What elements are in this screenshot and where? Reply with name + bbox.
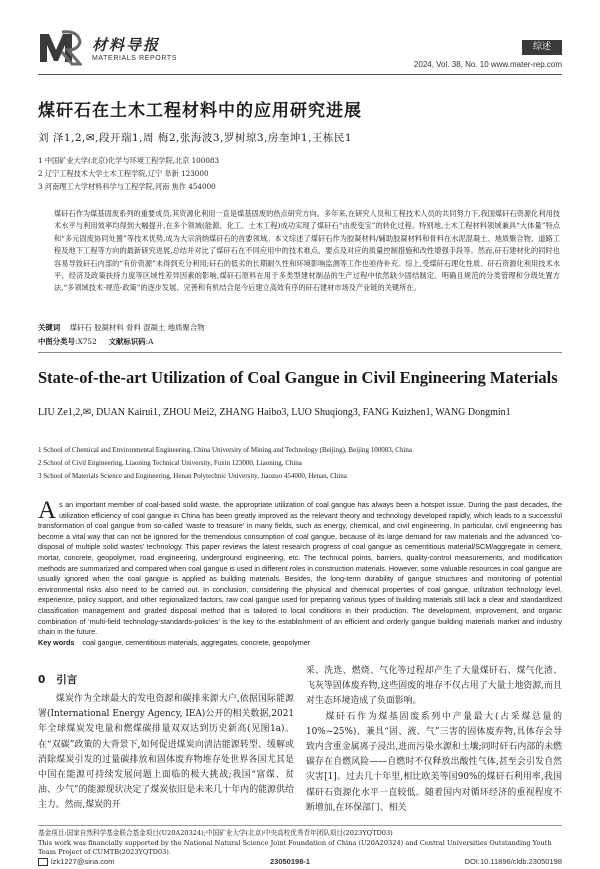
- authors-en: LIU Ze1,2,✉, DUAN Kairui1, ZHOU Mei2, ZHANG Haibo3, LUO Shuqiong3, FANG Kuizhen1, WANG Dongmin1: [38, 407, 511, 418]
- section-heading: 0 引言: [38, 674, 78, 686]
- abstract-cn: 煤矸石作为煤基固废系列的重要成员,其资源化利用一直是煤基固废的热点研究方向。多年来,在研究人员和工程技术人员的共同努力下,我国煤矸石资源化利用技术水平与利用效率均得到大幅提升,在多个领域(能源、化工、土木工程)成功实现了煤矸石“由废变宝”的转化过程。特别地,土木工程材料领域兼具“大体量”特点和“多元固废协同处置”等技术优势,成为大宗消纳煤矸石的首要领域。本文综述了煤矸石作为胶凝材料/辅助胶凝材料和骨料在水泥混凝土、地质聚合物、道路工程及地下工程等方向的最新研究进展,总结并对比了煤矸石在不同应用中的技术难点、要点及对应的质量控制措施和改性增强手段等。然而,矸石建材化的同时也容易导致矸石内部的“有价资源”未得到充分利用;矸石的低劣的长期耐久性和环境影响监测等工作也亟待补充。综上,受煤矸石理化性质、矸石资源化利用技术水平、经济及政策扶持力度等区域性差异因素的影响,煤矸石原料在用于多类型建材制品的生产过程中依然缺少固结制定、明确且规范的分类管理和分级处置方法,“多领域技术-规范-政策”的逐步发展、完善和有机结合是今后建立高效有序的矸石建材市场及产业链的关键所在。: [54, 209, 560, 293]
- section-rule: [38, 352, 562, 353]
- affiliation-cn-3: 3 河南理工大学材料科学与工程学院,河南 焦作 454000: [38, 182, 216, 191]
- affiliation-en-3: 3 School of Materials Science and Engineering, Henan Polytechnic University, Jiaozuo 454000, Henan, China: [38, 472, 347, 480]
- footnote-rule: [38, 825, 562, 826]
- header-rule: [38, 74, 562, 75]
- journal-name-cn: 材料导报: [92, 36, 161, 54]
- keywords-cn: [38, 322, 205, 333]
- footer-page-code: 23050198-1: [270, 857, 311, 866]
- envelope-icon: [38, 858, 48, 866]
- footnote: [38, 829, 562, 858]
- classification: 中图分类号:X752 文献标识码:A: [38, 337, 154, 346]
- authors-cn: 刘 泽1,2,✉,段开瑞1,周 梅2,张海波3,罗树琼3,房奎坤1,王栋民1: [38, 132, 353, 144]
- keywords-cn-label: 关键词: [38, 323, 61, 332]
- journal-name-en: MATERIALS REPORTS: [92, 55, 178, 62]
- keywords-en-label: Key words: [38, 638, 75, 647]
- abstract-en: [38, 497, 562, 638]
- body-column-right: [306, 664, 562, 816]
- keywords-en: [38, 638, 310, 647]
- footnote-en: This work was financially supported by the National Natural Science Joint Foundation of China (U20A20324) and Central Universities Outstanding Youth Team Project of CUMTB(2023YQTD03).: [38, 838, 552, 856]
- affiliation-cn-1: 1 中国矿业大学(北京)化学与环境工程学院,北京 100083: [38, 156, 220, 165]
- body-paragraph: 煤矸石作为煤基固废系列中产量最大(占采煤总量的10%~25%)、兼具“固、液、气”三害的固体废弃物,具体存会导致内含重金属离子浸出,进而污染水源和土壤;同时矸石内部的未燃碳存在自燃风险——自燃时不仅释放出酸性气体,甚至会引发自然灾害[1]。过去几十年里,相比欧美等国90%的煤矸石利用率,我国煤矸石资源化水平一直较低。随着国内对循环经济的重视程度不断增加,在环保部门、相关: [306, 711, 562, 813]
- footer-email[interactable]: lzk1227@sina.com: [38, 857, 114, 866]
- column-tag: 综述: [522, 40, 562, 55]
- issue-info: 2024, Vol. 38, No. 10 www.mater-rep.com: [413, 60, 562, 69]
- dropcap: A: [38, 497, 57, 524]
- body-paragraph: 采、洗选、燃烧、气化等过程却产生了大量煤矸石、煤气化渣、飞灰等固体废弃物,这些固废的堆存不仅占用了大量土地资源,而且对生态环境造成了负面影响。: [306, 666, 562, 707]
- footnote-cn: 基金项目:国家自然科学基金联合基金项目(U20A20324);中国矿业大学(北京)中央高校优秀青年团队项目(2023YQTD03): [38, 829, 393, 837]
- affiliation-en-2: 2 School of Civil Engineering, Liaoning Technical University, Fuxin 123000, Liaoning, China: [38, 459, 302, 467]
- abstract-en-text: s an important member of coal-based solid waste, the appropriate utilization of coal gangue has always been a hotspot issue. During the past decades, the utilization efficiency of coal gangue in China has been greatly improved as the relevant theory and technology developed rapidly, which leads to a successful transformation of coal gangue from so-called ‘waste to treasure’ in many fields, such as energy, chemical, and civil engineering. In particular, civil engineering has become a vital way that can not be ignored for the tremendous consumption of coal gangue, because of its large demand for raw materials and the advanced ‘co-disposal of multiple solid wastes’ technology. This paper reviews the latest research progress of coal gangue as cementitious material/SCM/aggregate in cement, mortar, concrete, geopolymer, road engineering, underground engineering, etc. The technical points, barriers, quality-control measurements, and modification methods are summarized and compared when coal gangue is used in different roles in construction materials. However, some valuable resources in coal gangue are usually ignored when the coal gangue is applied as building materials. Besides, the long-term durability of gangue structures and monitoring of potential environmental risks also need to be carried out. In conclusion, considering the physical and chemical properties of coal gangue, utilization technology level, experience, policy support, and other regionalized factors, raw coal gangue used for preparing various types of building materials still lack a clear and standardized classification management and graded disposal method that is tailored to local conditions in their production. The development, improvement, and organic combination of ‘multi-field technology-standards-policies’ is the key to the establishment of an efficient and orderly gangue building materials market and industry chain in the future.: [38, 500, 562, 637]
- affiliation-cn-2: 2 辽宁工程技术大学土木工程学院,辽宁 阜新 123000: [38, 169, 209, 178]
- keywords-en-list: coal gangue, cementitious materials, aggregates, concrete, geopolymer: [82, 638, 311, 647]
- body-column-left: 煤炭作为全球最大的发电资源和碳排来源大户,依据国际能源署(International Energy Agency, IEA)公开的相关数据,2021年全球煤炭发电量和燃煤碳排量双双达到历史新高(见图1a)。在“双碳”政策的大背景下,如何促进煤炭向清洁能源转型、缓解或消除煤炭引发的过量碳排放和固体废弃物堆存处世界各国尤其是中国在能源可持续发展问题上面临的极大挑战;我国“富煤、贫油、少气”的能源现状决定了煤炭依旧是未来几十年内的能源供给主力。然而,煤炭的开: [38, 694, 294, 811]
- keywords-cn-list: 煤矸石 胶凝材料 骨料 混凝土 地质聚合物: [69, 323, 205, 332]
- affiliation-en-1: 1 School of Chemical and Environmental Engineering, China University of Mining and Technology (Beijing), Beijing 100083, China: [38, 446, 413, 454]
- title-en: State-of-the-art Utilization of Coal Gangue in Civil Engineering Materials: [38, 368, 558, 387]
- journal-logo: [38, 28, 82, 66]
- footer-doi[interactable]: DOI:10.11896/cldb.23050198: [464, 857, 562, 866]
- title-cn: 煤矸石在土木工程材料中的应用研究进展: [38, 101, 362, 121]
